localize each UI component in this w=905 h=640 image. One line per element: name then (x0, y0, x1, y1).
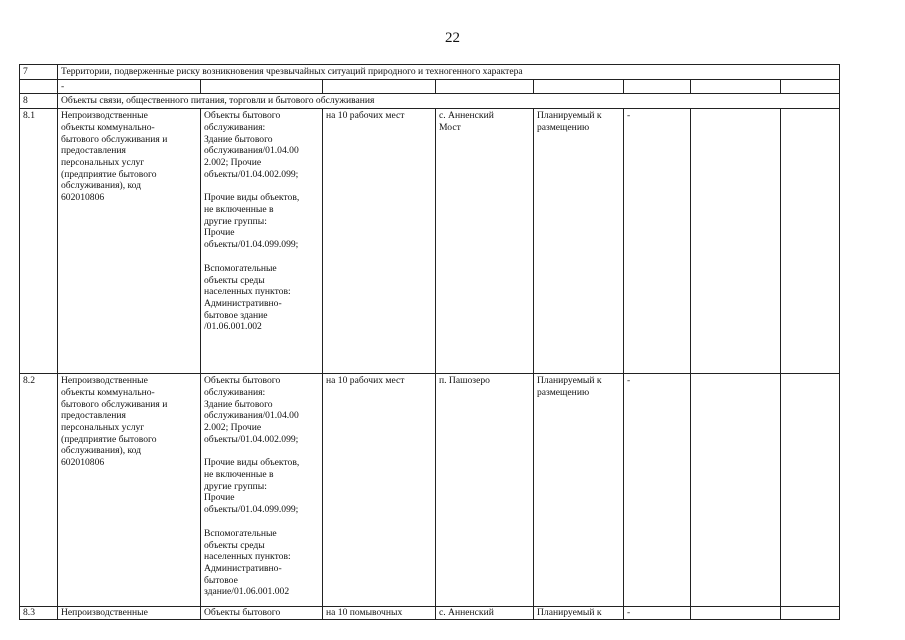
table-row (20, 607, 840, 620)
section-7-dash: - (58, 79, 201, 94)
row-number: 8.2 (20, 374, 58, 607)
capacity: на 10 помывочных (323, 607, 436, 620)
objects-table (19, 64, 840, 620)
page-number: 22 (445, 30, 460, 46)
section-7-row (20, 65, 840, 80)
row-number: 8.1 (20, 109, 58, 374)
section-7-empty-row (20, 79, 840, 94)
zone: - (624, 374, 691, 607)
status: Планируемый к размещению (534, 109, 624, 374)
section-8-row (20, 94, 840, 109)
location: с. Анненский Мост (436, 109, 534, 374)
status: Планируемый к (534, 607, 624, 620)
zone: - (624, 607, 691, 620)
object-name: Непроизводственные объекты коммунально- бытового обслуживания и предоставления персональных услуг (предприятие бытового обслуживания), код 602010806 (58, 109, 201, 374)
status: Планируемый к размещению (534, 374, 624, 607)
location: п. Пашозеро (436, 374, 534, 607)
capacity: на 10 рабочих мест (323, 374, 436, 607)
row-number: 8.3 (20, 607, 58, 620)
object-type: Объекты бытового обслуживания: Здание бытового обслуживания/01.04.00 2.002; Прочие объекты/01.04.002.099; Прочие виды объектов, не включенные в другие группы: Прочие объекты/01.04.099.099; Вспомогательные объекты среды населенных пунктов: Административно- бытовое здание/01.06.001.002 (201, 374, 323, 607)
section-7-number: 7 (20, 65, 58, 80)
section-8-number: 8 (20, 94, 58, 109)
table-row (20, 109, 840, 374)
object-type: Объекты бытового обслуживания: Здание бытового обслуживания/01.04.00 2.002; Прочие объекты/01.04.002.099; Прочие виды объектов, не включенные в другие группы: Прочие объекты/01.04.099.099; Вспомогательные объекты среды населенных пунктов: Административно- бытовое здание /01.06.001.002 (201, 109, 323, 374)
object-name: Непроизводственные объекты коммунально- бытового обслуживания и предоставления персональных услуг (предприятие бытового обслуживания), код 602010806 (58, 374, 201, 607)
section-7-title: Территории, подверженные риску возникновения чрезвычайных ситуаций природного и техногенного характера (58, 65, 840, 80)
location: с. Анненский (436, 607, 534, 620)
object-name: Непроизводственные (58, 607, 201, 620)
zone: - (624, 109, 691, 374)
section-8-title: Объекты связи, общественного питания, торговли и бытового обслуживания (58, 94, 840, 109)
capacity: на 10 рабочих мест (323, 109, 436, 374)
object-type: Объекты бытового (201, 607, 323, 620)
table-row (20, 374, 840, 607)
